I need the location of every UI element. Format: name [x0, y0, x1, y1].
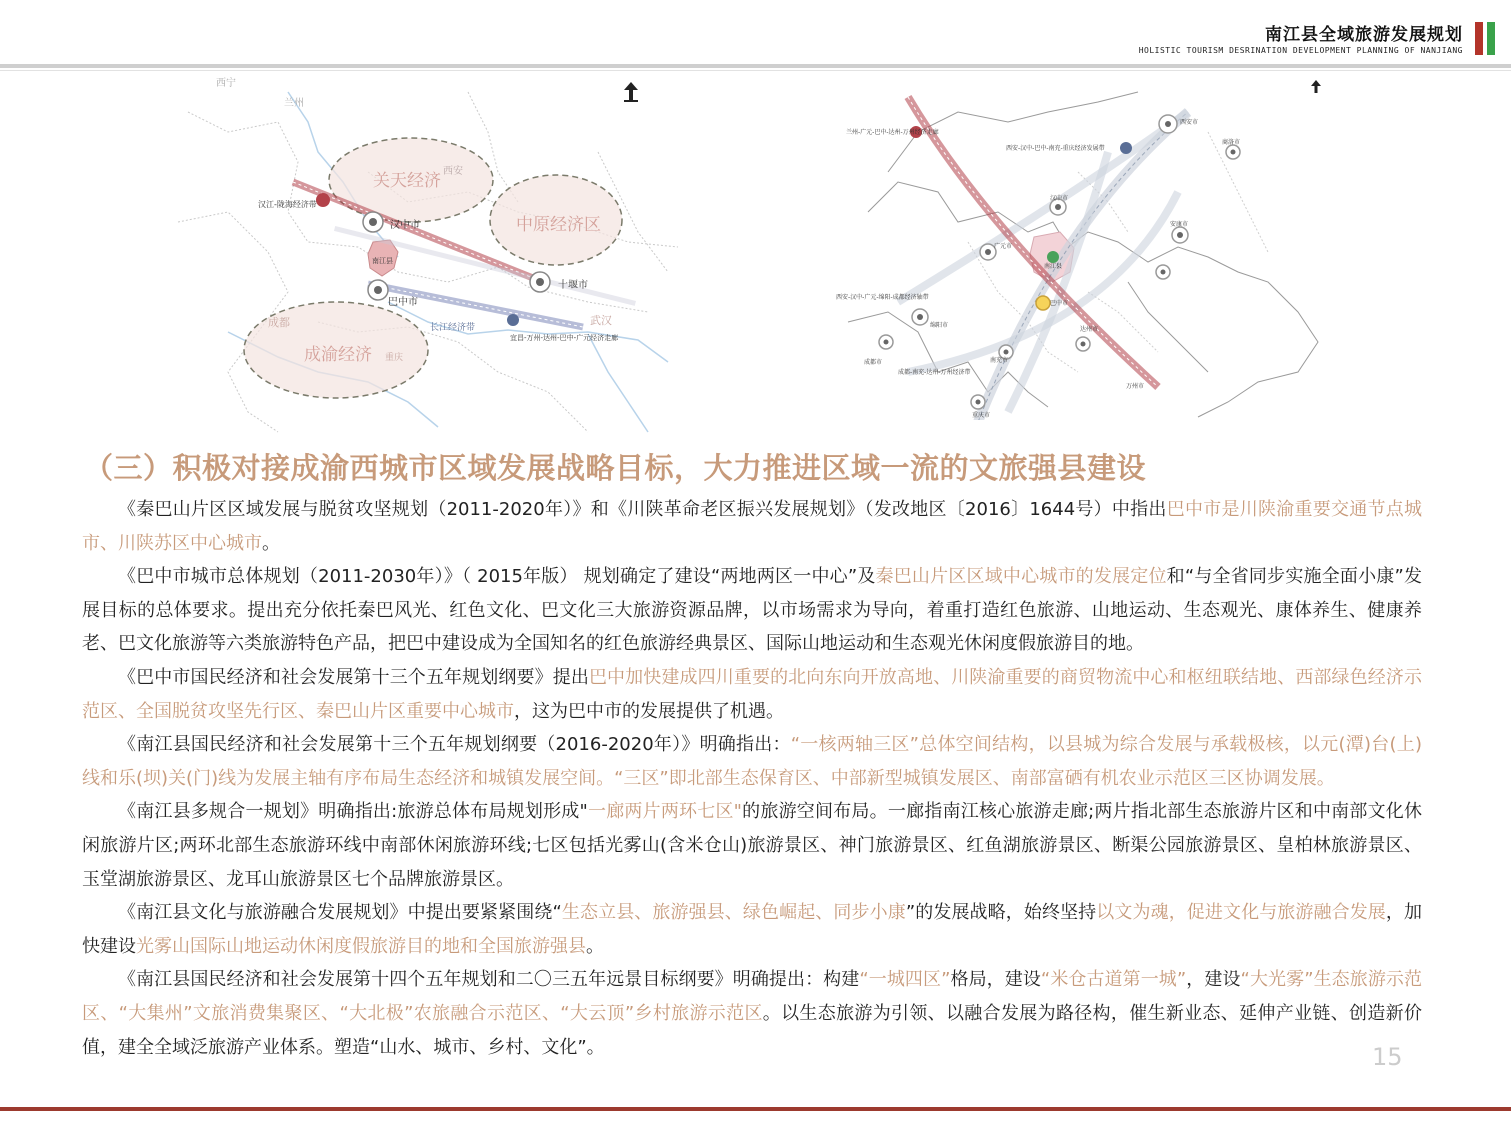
text-run: 《秦巴山片区区域发展与脱贫攻坚规划（2011-2020年）》和《川陕革命老区振兴发展规划》（发改地区〔2016〕1644号）中指出: [118, 499, 1167, 520]
label-chongqing: 重庆市: [972, 412, 991, 419]
label-chengyu-zone: 成渝经济: [304, 345, 372, 365]
highlight-run: “一核两轴三区”总体空间结构，以县城为综合发展与承载极核，以元(潭)台(上)线和乐(坝)关(门)线为发展主轴有序布局生态经济和城镇发展空间。“三区”即北部生态保育区、中部新型城镇发展区、南部富硒有机农业示范区三区协调发展。: [82, 734, 1422, 789]
section-body: [82, 493, 1422, 1064]
footer-divider: [0, 1107, 1511, 1111]
paragraph-5: [82, 795, 1422, 896]
label-chongqing: 重庆: [385, 353, 404, 363]
label-corridor-b: 西安-汉中-巴中-南充-重庆经济发展带: [1006, 145, 1105, 152]
text-run: 。: [586, 935, 604, 957]
text-run: ”的发展战略，始终坚持: [905, 902, 1097, 924]
document-subtitle: HOLISTIC TOURISM DESRINATION DEVELOPMENT PLANNING OF NANJIANG: [1138, 46, 1463, 55]
paragraph-3: [82, 661, 1422, 728]
label-nanjiang: 南江县: [1044, 263, 1063, 270]
label-xian: 西安市: [1180, 119, 1199, 126]
highlight-run: 秦巴山片区区域中心城市的发展定位: [875, 566, 1167, 588]
text-run: 《南江县国民经济和社会发展第十四个五年规划和二〇三五年远景目标纲要》明确提出：构建: [118, 969, 860, 991]
label-bazhong: 巴中市: [388, 297, 418, 308]
label-changjiang: 长江经济带: [430, 323, 476, 333]
text-run: 《巴中市城市总体规划（2011-2030年）》（ 2015年版） 规划确定了建设“两地两区一中心”及: [118, 566, 876, 588]
text-run: 。: [262, 532, 280, 554]
highlight-run: 生态立县、旅游强县、绿色崛起、同步小康: [561, 902, 906, 924]
page-number: 15: [1372, 1043, 1403, 1071]
text-run: 《南江县文化与旅游融合发展规划》中提出要紧紧围绕“: [118, 902, 562, 924]
label-nanjiang: 南江县: [372, 257, 393, 265]
regional-economic-map: [168, 72, 688, 436]
label-corridor-d: 成都-南充-达州-万州经济带: [898, 369, 971, 376]
document-title: 南江县全域旅游发展规划: [1265, 25, 1463, 45]
label-chengdu: 成都市: [864, 359, 883, 366]
highlight-run: 光雾山国际山地运动休闲度假旅游目的地和全国旅游强县: [136, 935, 586, 957]
text-run: 。以生态旅游为引领、以融合发展为路径构，催生新业态、延伸产业链、创造新价值，建全全域泛旅游产业体系。塑造“山水、城市、乡村、文化”。: [82, 1002, 1422, 1058]
text-run: 格局，建设: [950, 969, 1041, 991]
highlight-run: 一廊两片两环七区": [587, 801, 742, 823]
highlight-run: “大光雾”生态旅游示范区、“大集州”文旅消费集聚区、“大北极”农旅融合示范区、“大云顶”乡村旅游示范区: [82, 969, 1423, 1024]
brand-bar-green: [1487, 22, 1495, 55]
paragraph-2: [82, 560, 1422, 661]
brand-bar-red: [1475, 22, 1483, 55]
highlight-run: 巴中市是川陕渝重要交通节点城市、川陕苏区中心城市: [82, 499, 1422, 554]
regional-map-svg: [168, 72, 688, 436]
text-run: ，建设: [1186, 969, 1241, 991]
label-hanzhong: 汉中市: [390, 220, 420, 231]
text-run: 《南江县国民经济和社会发展第十三个五年规划纲要（2016-2020年）》明确指出：: [118, 734, 791, 756]
transport-axis-map: [828, 72, 1348, 420]
label-hanzhong: 汉中市: [1050, 195, 1069, 202]
paragraph-6: [82, 896, 1422, 963]
label-shiyan: 十堰市: [558, 280, 588, 291]
highlight-run: “一城四区”: [859, 969, 951, 991]
text-run: 《巴中市国民经济和社会发展第十三个五年规划纲要》提出: [118, 666, 589, 688]
header-divider: [0, 64, 1511, 68]
label-hanjiang-longhai: 汉江-陇海经济带: [258, 200, 317, 209]
label-chengdu: 成都: [268, 316, 290, 329]
paragraph-1: [82, 493, 1422, 560]
header-divider-thin: [0, 70, 1511, 71]
transport-map-svg: [828, 72, 1348, 420]
label-xining: 西宁: [216, 78, 236, 89]
label-xian: 西安: [443, 166, 463, 177]
text-run: ，加快建设: [82, 902, 1423, 957]
label-mianyang: 绵阳市: [930, 322, 949, 329]
label-guangyuan: 广元市: [994, 243, 1013, 250]
section-heading: （三）积极对接成渝西城市区域发展战略目标，大力推进区域一流的文旅强县建设: [84, 451, 1147, 485]
label-guantian-zone: 关天经济: [373, 171, 441, 191]
label-corridor-a: 兰州-广元-巴中-达州-万州经济走廊: [846, 129, 939, 136]
text-run: 的旅游空间布局。一廊指南江核心旅游走廊;两片指北部生态旅游片区和中南部文化休闲旅游片区;两环北部生态旅游环线中南部休闲旅游环线;七区包括光雾山(含米仓山)旅游景区、神门旅游景区、红鱼湖旅游景区、断渠公园旅游景区、皇柏林旅游景区、玉堂湖旅游景区、龙耳山旅游景区七个品牌旅游景区。: [82, 801, 1423, 890]
highlight-run: 以文为魂，促进文化与旅游融合发展: [1096, 902, 1386, 924]
page-header: [0, 0, 1511, 70]
label-wuhan: 武汉: [590, 314, 612, 327]
paragraph-4: [82, 728, 1422, 795]
label-ankang: 安康市: [1170, 221, 1189, 228]
paragraph-7: [82, 963, 1422, 1064]
label-bazhong: 巴中市: [1050, 300, 1069, 307]
label-corridor-c: 西安-汉中-广元-绵阳-成都经济轴带: [836, 294, 929, 301]
label-zhongyuan-zone: 中原经济区: [516, 215, 601, 235]
label-corridor: 宜昌-万州-达州-巴中-广元经济走廊: [510, 334, 619, 342]
text-run: 和“与全省同步实施全面小康”发展目标的总体要求。提出充分依托秦巴风光、红色文化、巴文化三大旅游资源品牌，以市场需求为导向，着重打造红色旅游、山地运动、生态观光、康体养生、健康养老、巴文化旅游等六类旅游特色产品，把巴中建设成为全国知名的红色旅游经典景区、国际山地运动和生态观光休闲度假旅游目的地。: [82, 566, 1422, 655]
highlight-run: “米仓古道第一城”: [1040, 969, 1187, 991]
label-shangluo: 商洛市: [1222, 139, 1241, 146]
label-nanchong: 南充市: [990, 357, 1009, 364]
text-run: ，这为巴中市的发展提供了机遇。: [514, 700, 784, 722]
label-wanzhou: 万州市: [1126, 383, 1145, 390]
text-run: 《南江县多规合一规划》明确指出:旅游总体布局规划形成": [118, 801, 588, 823]
label-lanzhou: 兰州: [284, 98, 304, 109]
highlight-run: 巴中加快建成四川重要的北向东向开放高地、川陕渝重要的商贸物流中心和枢纽联结地、西部绿色经济示范区、全国脱贫攻坚先行区、秦巴山片区重要中心城市: [82, 666, 1423, 722]
label-dazhou: 达州市: [1080, 326, 1099, 333]
